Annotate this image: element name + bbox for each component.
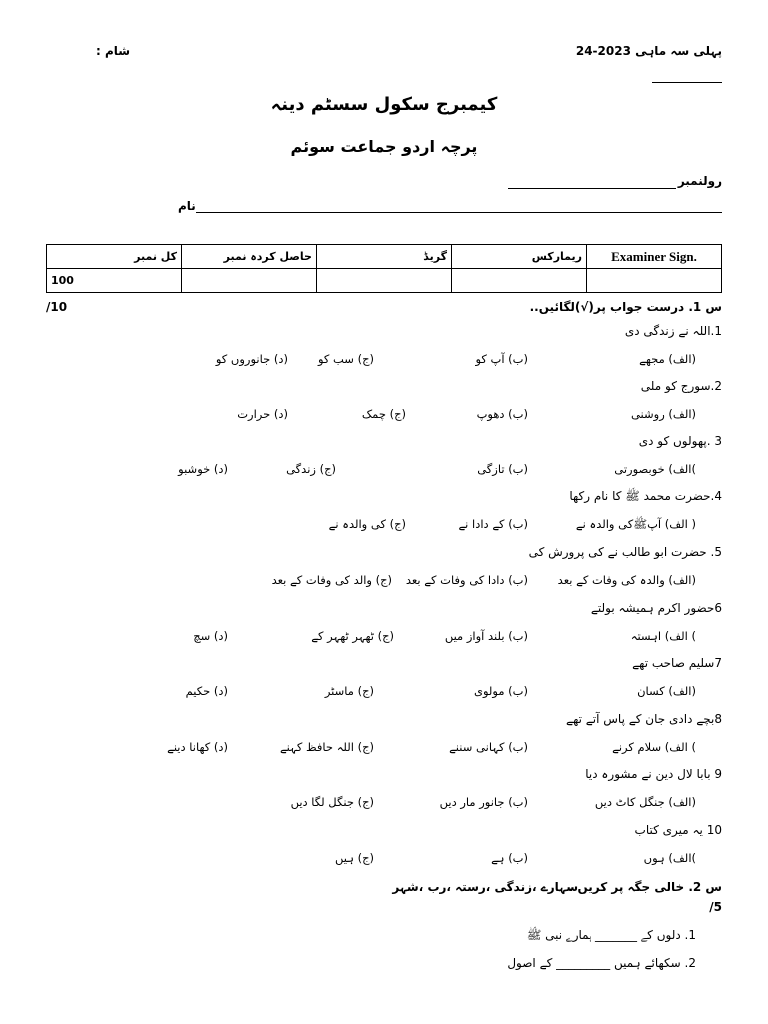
answer-option[interactable]: (د) خوشبو	[178, 462, 228, 476]
grade-table-value-row	[47, 269, 722, 293]
answer-option[interactable]: )الف) خوبصورتی	[614, 462, 696, 476]
answer-option[interactable]: (ب) کہانی سننے	[449, 740, 528, 754]
answer-option[interactable]: (الف) مجھے	[639, 352, 696, 366]
answer-option[interactable]: (الف) روشنی	[630, 407, 696, 421]
answer-option[interactable]: (ج) چمک	[361, 407, 406, 421]
answer-option[interactable]: (ب) آپ کو	[475, 352, 528, 366]
answer-option[interactable]: (ج) والد کی وفات کے بعد	[271, 573, 392, 587]
total-marks-header: کل نمبر	[47, 245, 182, 269]
question-text: 6حضور اکرم ہمیشہ بولتے	[590, 601, 722, 615]
answer-option[interactable]: (الف) کسان	[637, 684, 696, 698]
fill-blank-item: 2. سکھائے ہمیں _________ کے اصول	[507, 956, 696, 970]
obtained-marks-value[interactable]	[182, 269, 317, 293]
answer-option[interactable]: (ج) ٹھہر ٹھہر کے	[311, 629, 394, 643]
term-underline	[652, 82, 722, 83]
question-text: 1.اللہ نے زندگی دی	[624, 324, 722, 338]
answer-option[interactable]: (الف) والدہ کی وفات کے بعد	[557, 573, 696, 587]
answer-option[interactable]: (ب) مولوی	[473, 684, 528, 698]
name-label: نام	[178, 199, 196, 213]
paper-title: پرچہ اردو جماعت سوئم	[290, 137, 478, 156]
school-name: کیمبرج سکول سسٹم دینہ	[270, 94, 498, 115]
question-text: 2.سورج کو ملی	[640, 379, 722, 393]
answer-option[interactable]: (ج) اللہ حافظ کہنے	[279, 740, 374, 754]
question-text: 8بچے دادی جان کے پاس آتے تھے	[566, 712, 722, 726]
answer-option[interactable]: (ج) زندگی	[286, 462, 336, 476]
answer-option[interactable]: (ب) بلند آواز میں	[444, 629, 528, 643]
obtained-marks-header: حاصل کردہ نمبر	[182, 245, 317, 269]
answer-option[interactable]: (د) کھانا دینے	[167, 740, 228, 754]
grade-value[interactable]	[317, 269, 452, 293]
answer-option[interactable]: (د) سچ	[193, 629, 228, 643]
roll-no-line[interactable]	[508, 188, 676, 189]
answer-option[interactable]: (د) حرارت	[237, 407, 288, 421]
section1-title: س 1. درست جواب پر(√)لگائیں..	[529, 300, 722, 314]
section2-title: س 2. خالی جگہ پر کریں .	[568, 880, 722, 894]
grade-table-header-row	[47, 245, 722, 269]
question-text: 5. حضرت ابو طالب نے کی پرورش کی	[528, 545, 722, 559]
question-text: 10 یہ میری کتاب	[634, 823, 722, 837]
answer-option[interactable]: (ج) ہیں	[334, 851, 374, 865]
answer-option[interactable]: (ج) ماسٹر	[324, 684, 374, 698]
examiner-sign-header: Examiner Sign.	[587, 245, 722, 269]
remarks-value[interactable]	[452, 269, 587, 293]
section1-marks: /10	[46, 300, 68, 314]
answer-option[interactable]: (ب) دھوپ	[476, 407, 528, 421]
answer-option[interactable]: (الف) جنگل کاٹ دیں	[594, 795, 696, 809]
answer-option[interactable]: (ب) دادا کی وفات کے بعد	[405, 573, 528, 587]
answer-option[interactable]: (ب) ہے	[491, 851, 528, 865]
total-marks-value: 100	[47, 269, 182, 293]
question-text: 9 بابا لال دین نے مشورہ دیا	[585, 767, 722, 781]
answer-option[interactable]: (د) حکیم	[185, 684, 228, 698]
grade-table	[46, 244, 722, 293]
answer-option[interactable]: ( الف) آپﷺکی والدہ نے	[575, 517, 696, 531]
term-label: پہلی سہ ماہی 2023-24	[575, 44, 722, 58]
answer-option[interactable]: (ج) جنگل لگا دیں	[290, 795, 374, 809]
answer-option[interactable]: (ب) تازگی	[477, 462, 528, 476]
name-line[interactable]	[196, 212, 722, 213]
section2-word-bank: سہارے ،زندگی ،رستہ ،رب ،شہر	[392, 880, 578, 894]
roll-no-label: رولنمبر	[677, 174, 722, 188]
answer-option[interactable]: (ب) کے دادا نے	[458, 517, 528, 531]
answer-option[interactable]: ) الف) اہستہ	[630, 629, 696, 643]
examiner-sign-value[interactable]	[587, 269, 722, 293]
answer-option[interactable]: (د) جانوروں کو	[215, 352, 288, 366]
question-text: 7سلیم صاحب تھے	[632, 656, 722, 670]
answer-option[interactable]: ) الف) سلام کرنے	[612, 740, 696, 754]
shift-label: شام :	[96, 44, 131, 58]
remarks-header: ریمارکس	[452, 245, 587, 269]
grade-header: گریڈ	[317, 245, 452, 269]
fill-blank-item: 1. دلوں کے _______ ہمارے نبی ﷺ	[526, 928, 696, 942]
question-text: 3 .پھولوں کو دی	[638, 434, 722, 448]
section2-marks: /5	[709, 900, 722, 914]
answer-option[interactable]: (ج) سب کو	[317, 352, 374, 366]
answer-option[interactable]: (ج) کی والدہ نے	[328, 517, 406, 531]
answer-option[interactable]: )الف) ہوں	[643, 851, 696, 865]
answer-option[interactable]: (ب) جانور مار دیں	[439, 795, 528, 809]
question-text: 4.حضرت محمد ﷺ کا نام رکھا	[569, 489, 722, 503]
